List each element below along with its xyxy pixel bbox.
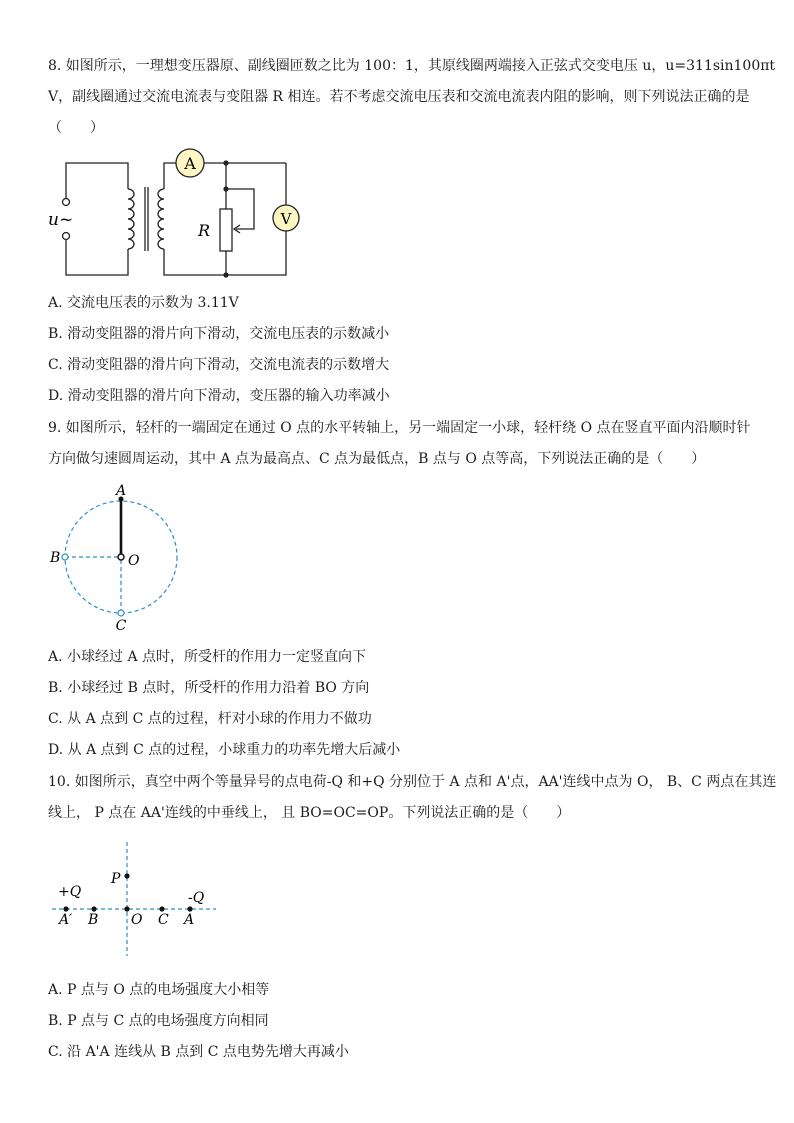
q8-option-b[interactable]: B. 滑动变阻器的滑片向下滑动，交流电压表的示数减小 [48,326,390,342]
point-a-label: A [115,483,127,499]
minus-q-label: -Q [188,890,205,906]
point-o-label: O [131,912,143,928]
q10-stem-line-1: 10. 如图所示，真空中两个等量异号的点电荷-Q 和+Q 分别位于 A 点和 A'点，AA'连线中点为 O， B、C 两点在其连 [48,774,777,790]
point-o-label: O [128,553,140,569]
q8-option-c[interactable]: C. 滑动变阻器的滑片向下滑动，交流电流表的示数增大 [48,357,390,373]
q8-stem-line-3: （ ） [48,120,104,136]
voltmeter-label: V [280,210,292,228]
q10-stem-line-2: 线上， P 点在 AA'连线的中垂线上， 且 BO=OC=OP。下列说法正确的是（ ） [48,805,571,821]
point-a-prime-label: A′ [59,912,73,928]
q10-option-c[interactable]: C. 沿 A'A 连线从 B 点到 C 点电势先增大再减小 [48,1044,349,1060]
point-c-label: C [115,618,127,634]
q10-point-charges-figure [48,838,223,960]
point-p-label: P [111,871,121,887]
q10-option-b[interactable]: B. P 点与 C 点的电场强度方向相同 [48,1013,269,1029]
point-c-label: C [158,912,169,928]
q9-option-d[interactable]: D. 从 A 点到 C 点的过程，小球重力的功率先增大后减小 [48,742,401,758]
q9-stem-line-1: 9. 如图所示，轻杆的一端固定在通过 O 点的水平转轴上，另一端固定一小球，轻杆绕 O 点在竖直平面内沿顺时针 [48,420,751,436]
q9-option-a[interactable]: A. 小球经过 A 点时，所受杆的作用力一定竖直向下 [48,649,367,665]
q10-option-a[interactable]: A. P 点与 O 点的电场强度大小相等 [48,982,270,998]
q8-option-a[interactable]: A. 交流电压表的示数为 3.11V [48,295,239,311]
q9-circular-motion-figure [40,480,190,635]
point-a-label: A [184,912,195,928]
ammeter-label: A [184,154,196,173]
point-b-label: B [88,912,99,928]
q9-option-c[interactable]: C. 从 A 点到 C 点的过程，杆对小球的作用力不做功 [48,711,372,727]
plus-q-label: +Q [58,884,82,900]
resistor-label: R [197,221,210,240]
source-label: u~ [48,210,74,230]
q8-stem-line-2: V，副线圈通过交流电流表与变阻器 R 相连。若不考虑交流电压表和交流电流表内阻的影响，则下列说法正确的是 [48,89,750,105]
q9-stem-line-2: 方向做匀速圆周运动，其中 A 点为最高点、C 点为最低点，B 点与 O 点等高，下列说法正确的是（ ） [48,451,706,467]
point-b-label: B [50,550,61,566]
q8-transformer-circuit-figure [40,145,310,285]
q8-option-d[interactable]: D. 滑动变阻器的滑片向下滑动，变压器的输入功率减小 [48,388,390,404]
q8-stem-line-1: 8. 如图所示，一理想变压器原、副线圈匝数之比为 100：1，其原线圈两端接入正弦式交变电压 u，u=311sin100πt [48,58,776,74]
q9-option-b[interactable]: B. 小球经过 B 点时，所受杆的作用力沿着 BO 方向 [48,680,370,696]
